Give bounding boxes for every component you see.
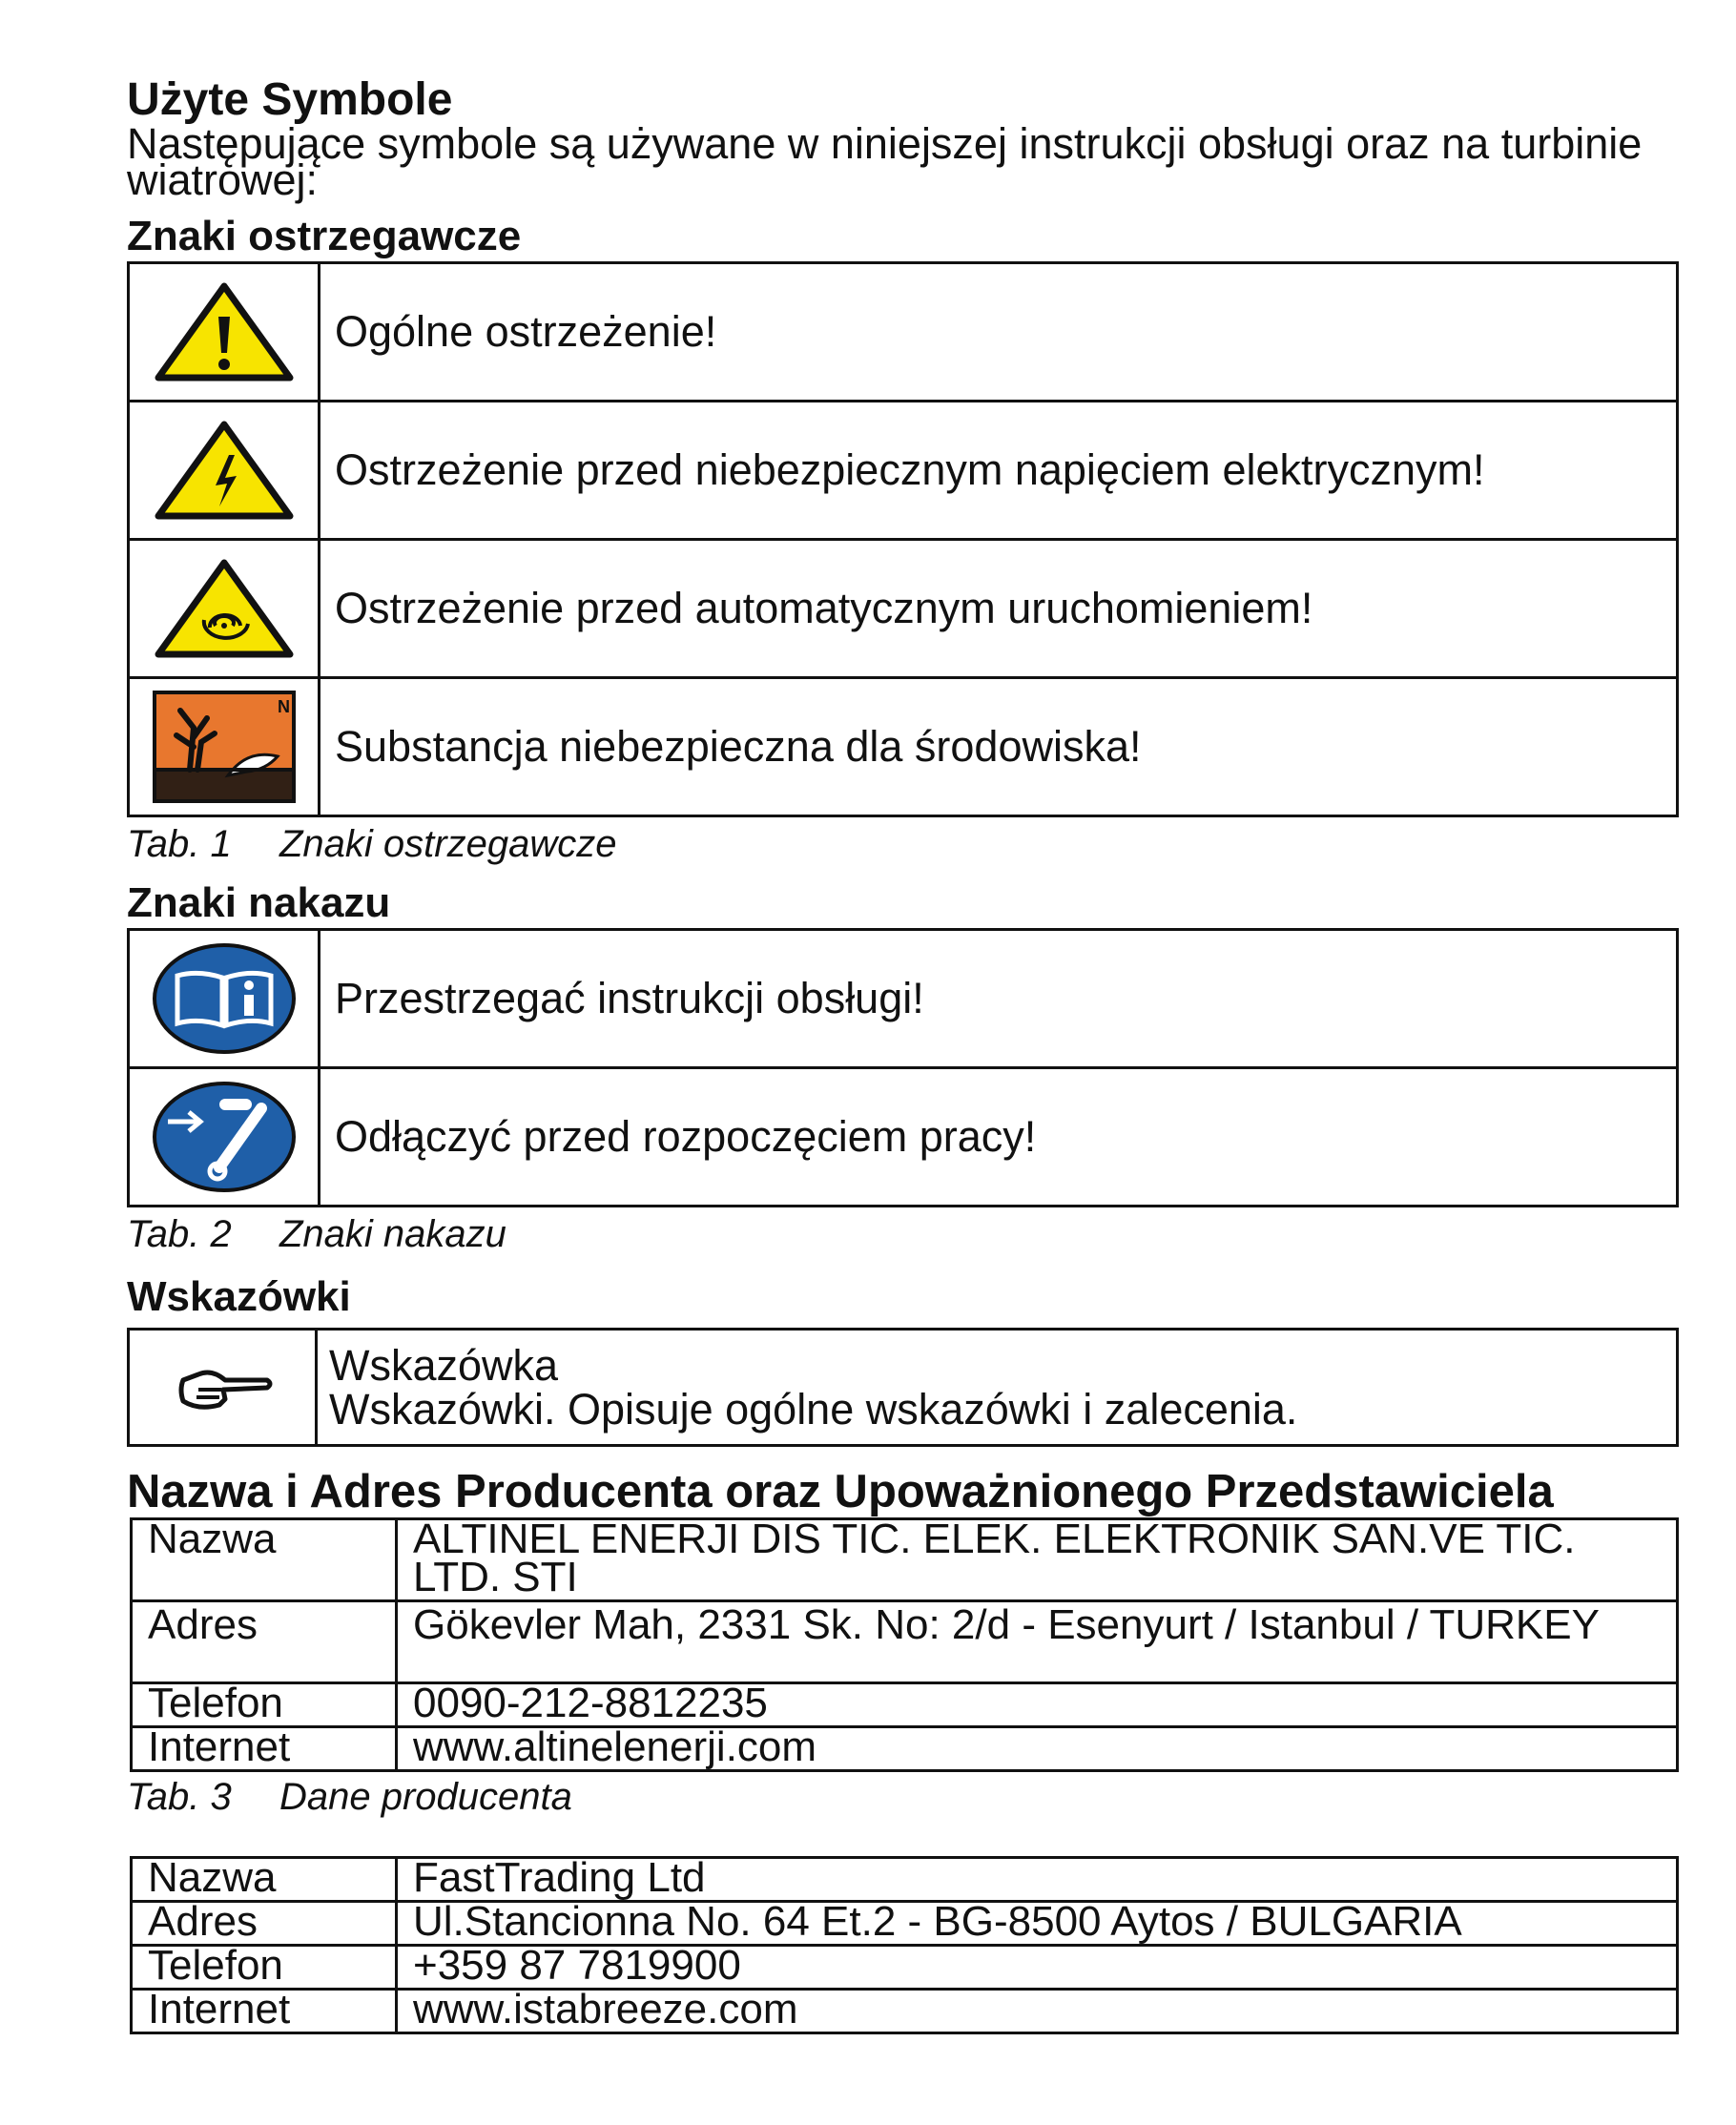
- table-row: [132, 1727, 1678, 1771]
- field-label: Nazwa: [132, 1858, 397, 1902]
- disconnect-icon: [129, 1068, 320, 1207]
- field-label: Telefon: [132, 1946, 397, 1990]
- field-label: Adres: [132, 1902, 397, 1946]
- table-row: [129, 540, 1678, 678]
- hint-title: Wskazówka: [329, 1340, 559, 1390]
- caption-number: Tab. 2: [127, 1213, 232, 1255]
- field-value: Ul.Stancionna No. 64 Et.2 - BG-8500 Aytos / BULGARIA: [397, 1902, 1678, 1946]
- table-row: [129, 1068, 1678, 1207]
- automatic-start-warning-icon: [129, 540, 320, 678]
- hint-text: Wskazówki. Opisuje ogólne wskazówki i zalecenia.: [329, 1384, 1298, 1434]
- table-row: [129, 402, 1678, 540]
- hint-cell: [317, 1330, 1678, 1446]
- environment-hazard-icon: [129, 678, 320, 816]
- table-caption: [127, 1774, 1679, 1820]
- warning-signs-table: [127, 261, 1679, 817]
- table-row: [132, 1858, 1678, 1902]
- manufacturer-table: [130, 1517, 1679, 1772]
- table-row: [129, 930, 1678, 1068]
- caption-number: Tab. 3: [127, 1776, 232, 1818]
- page-title: Użyte Symbole: [127, 74, 453, 125]
- table-row: [132, 1601, 1678, 1683]
- pointing-hand-icon: [129, 1330, 317, 1446]
- caption-number: Tab. 1: [127, 823, 232, 865]
- field-value: +359 87 7819900: [397, 1946, 1678, 1990]
- warning-text: Ostrzeżenie przed automatycznym uruchomieniem!: [320, 540, 1678, 678]
- hints-heading: Wskazówki: [127, 1273, 351, 1320]
- table-row: [132, 1946, 1678, 1990]
- table-caption: [127, 1211, 1679, 1257]
- table-row: [132, 1519, 1678, 1601]
- warning-signs-heading: Znaki ostrzegawcze: [127, 213, 522, 259]
- warning-text: Ogólne ostrzeżenie!: [320, 263, 1678, 402]
- field-value: Gökevler Mah, 2331 Sk. No: 2/d - Esenyurt / Istanbul / TURKEY: [397, 1601, 1678, 1683]
- field-label: Nazwa: [132, 1519, 397, 1601]
- manufacturer-heading: Nazwa i Adres Producenta oraz Upoważnionego Przedstawiciela: [127, 1466, 1554, 1517]
- general-warning-icon: [129, 263, 320, 402]
- environment-icon-letter: N: [277, 697, 290, 716]
- field-value: www.altinelenerji.com: [397, 1727, 1678, 1771]
- field-label: Internet: [132, 1990, 397, 2033]
- mandatory-signs-table: [127, 928, 1679, 1207]
- warning-text: Substancja niebezpieczna dla środowiska!: [320, 678, 1678, 816]
- intro-text: Następujące symbole są używane w niniejszej instrukcji obsługi oraz na turbinie wiatrowej:: [127, 119, 1643, 204]
- table-row: [132, 1683, 1678, 1727]
- caption-text: Znaki ostrzegawcze: [279, 823, 617, 865]
- mandatory-signs-heading: Znaki nakazu: [127, 879, 391, 926]
- table-caption: [127, 821, 1679, 867]
- table-row: [129, 1330, 1678, 1446]
- mandatory-text: Odłączyć przed rozpoczęciem pracy!: [320, 1068, 1678, 1207]
- field-label: Internet: [132, 1727, 397, 1771]
- read-manual-icon: [129, 930, 320, 1068]
- representative-table: [130, 1856, 1679, 2034]
- field-value: 0090-212-8812235: [397, 1683, 1678, 1727]
- document-page: [127, 74, 1679, 2034]
- table-row: [132, 1902, 1678, 1946]
- mandatory-text: Przestrzegać instrukcji obsługi!: [320, 930, 1678, 1068]
- caption-text: Dane producenta: [279, 1776, 572, 1818]
- electric-voltage-warning-icon: [129, 402, 320, 540]
- caption-text: Znaki nakazu: [279, 1213, 506, 1255]
- table-row: [129, 263, 1678, 402]
- warning-text: Ostrzeżenie przed niebezpiecznym napięciem elektrycznym!: [320, 402, 1678, 540]
- field-value: www.istabreeze.com: [397, 1990, 1678, 2033]
- table-row: [132, 1990, 1678, 2033]
- field-label: Adres: [132, 1601, 397, 1683]
- field-label: Telefon: [132, 1683, 397, 1727]
- field-value: FastTrading Ltd: [397, 1858, 1678, 1902]
- field-value: ALTINEL ENERJI DIS TIC. ELEK. ELEKTRONIK SAN.VE TIC. LTD. STI: [397, 1519, 1678, 1601]
- table-row: [129, 678, 1678, 816]
- hints-table: [127, 1328, 1679, 1447]
